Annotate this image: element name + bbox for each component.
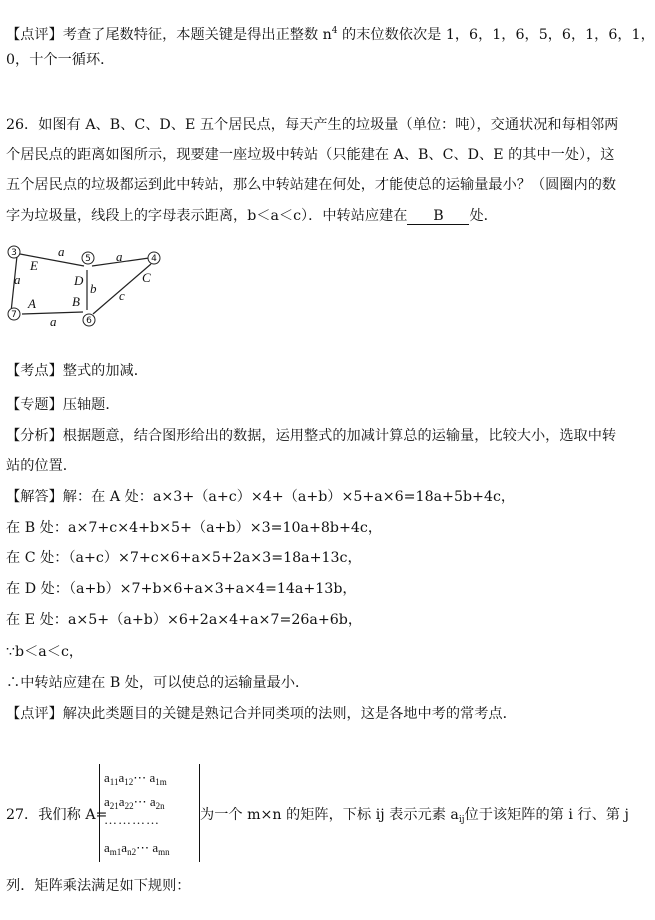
fenxi-line-2: 站的位置． (6, 458, 77, 474)
label-a: A (28, 296, 36, 311)
jieda-line-3: 在 C 处：（a+c）×7+c×6+a×5+2a×3=18a+13c， (6, 550, 362, 566)
kaodian-line: 【考点】整式的加减． (6, 363, 148, 379)
matrix-row-3: ………… (104, 812, 160, 827)
q27-suffix: 为一个 m×n 的矩阵，下标 ij 表示元素 $a_{ij}$位于该矩阵的第 i 行、第 j (200, 807, 629, 825)
q27-line-2: 列．矩阵乘法满足如下规则： (6, 878, 191, 894)
prev-comment-line-1: 【点评】考查了尾数特征，本题关键是得出正整数 $n^4$ 的末位数依次是 1，6，1，6，5，6，1，6，1， (6, 26, 655, 43)
jieda-line-2: 在 B 处：a×7+c×4+b×5+（a+b）×3=10a+8b+4c， (6, 520, 383, 536)
q26-text-line-2: 个居民点的距离如图所示，现要建一座垃圾中转站（只能建在 A、B、C、D、E 的其中一处），这 (6, 147, 615, 163)
jieda-line-1: 【解答】解：在 A 处：a×3+（a+c）×4+（a+b）×5+a×6=18a+5b+4c， (6, 489, 516, 505)
matrix-row-4: $a_{m1}a_{n2}\cdots$ $a_{mn}$ (104, 840, 170, 857)
amount-a: 7 (11, 310, 17, 320)
label-d: D (74, 273, 84, 288)
prev-comment-line-2: 0，十个一循环． (6, 52, 115, 68)
matrix-a (99, 764, 200, 862)
edge-label-d-c: a (116, 249, 123, 264)
label-b: B (72, 294, 80, 309)
q26-text-line-4: 字为垃圾量，线段上的字母表示距离，b＜a＜c）．中转站应建在 B 处． (6, 208, 498, 224)
edge-label-e-d: a (58, 244, 65, 259)
dianping-line: 【点评】解决此类题目的关键是熟记合并同类项的法则，这是各地中考的常考点． (6, 706, 517, 722)
label-c: C (142, 270, 151, 285)
amount-e: 3 (11, 248, 17, 258)
edge-label-a-b: a (50, 314, 57, 329)
q26-text-line-1: 26．如图有 A、B、C、D、E 五个居民点，每天产生的垃圾量（单位：吨），交通状况和每相邻两 (6, 117, 619, 133)
edge-label-e-a: a (14, 272, 21, 287)
fenxi-line-1: 【分析】根据题意，结合图形给出的数据，运用整式的加减计算总的运输量，比较大小，选取中转 (6, 428, 617, 444)
amount-d: 5 (85, 254, 91, 264)
q26-text-line-3: 五个居民点的垃圾都运到此中转站，那么中转站建在何处，才能使总的运输量最小？（圆圈内的数 (6, 177, 617, 193)
matrix-row-2: $a_{21}a_{22}\cdots$ $a_{2n}$ (104, 794, 165, 811)
amount-c: 4 (151, 254, 157, 264)
jieda-line-4: 在 D 处：（a+b）×7+b×6+a×3+a×4=14a+13b， (6, 581, 357, 597)
route-diagram (4, 244, 170, 336)
amount-b: 6 (86, 316, 92, 326)
zhuanti-line: 【专题】压轴题． (6, 397, 120, 413)
jieda-line-6: ∵b＜a＜c， (6, 644, 84, 660)
jieda-line-7: ∴中转站应建在 B 处，可以使总的运输量最小． (6, 675, 310, 691)
matrix-row-1: $a_{11}a_{12}\cdots$ $a_{1m}$ (104, 770, 167, 787)
jieda-line-5: 在 E 处：a×5+（a+b）×6+2a×4+a×7=26a+6b， (6, 612, 363, 628)
edge-label-b-c: c (119, 288, 125, 303)
answer-blank: B (407, 208, 469, 225)
edge-label-d-b: b (90, 281, 97, 296)
label-e: E (30, 258, 38, 273)
q27-prefix: 27．我们称 A= (6, 807, 108, 823)
